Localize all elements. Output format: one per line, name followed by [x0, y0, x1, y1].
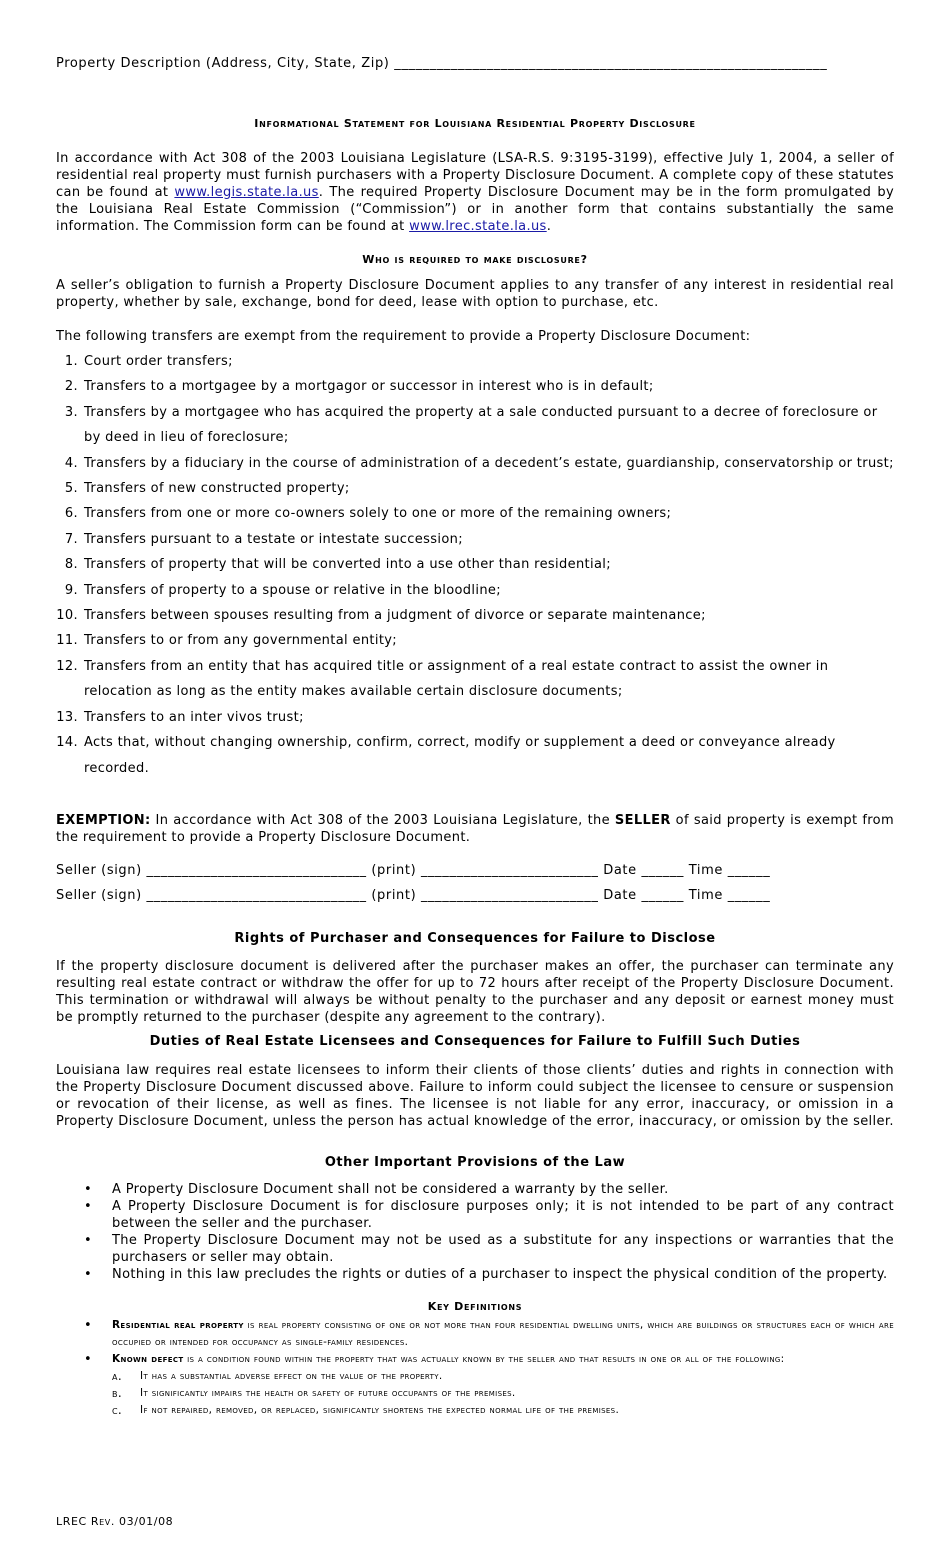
provision-item	[56, 1181, 894, 1198]
exempt-item	[56, 527, 894, 552]
exemption-paragraph	[56, 812, 894, 846]
exempt-item-text: Transfers to a mortgagee by a mortgagor or successor in interest who is in default;	[84, 379, 654, 395]
defect-sub-b	[56, 1385, 894, 1402]
exempt-item	[56, 400, 894, 451]
provision-item	[56, 1232, 894, 1266]
exempt-item	[56, 654, 894, 705]
key-definitions-heading: Key Definitions	[427, 1300, 523, 1313]
exempt-item	[56, 705, 894, 730]
seller-sign-label: Seller (sign)	[56, 888, 142, 903]
exempt-item-text: Transfers between spouses resulting from a judgment of divorce or separate maintenance;	[84, 608, 706, 624]
seller-print-label: (print)	[371, 863, 417, 878]
exempt-item-number: 8.	[64, 557, 78, 573]
sub-text: If not repaired, removed, or replaced, significantly shortens the expected normal life of the premises.	[140, 1404, 620, 1416]
property-description-line	[56, 56, 827, 71]
definition-term: Residential real property	[112, 1319, 244, 1331]
exempt-item-number: 3.	[64, 404, 78, 420]
exempt-item-number: 1.	[64, 354, 78, 369]
time-field[interactable]: ______	[727, 863, 771, 878]
seller-sign-field[interactable]: _______________________________	[146, 863, 367, 878]
exempt-item	[56, 501, 894, 526]
exempt-item-number: 14.	[56, 735, 78, 751]
provision-item	[56, 1266, 894, 1283]
rights-paragraph: If the property disclosure document is delivered after the purchaser makes an offer, the purchaser can terminate any resulting real estate contract or withdraw the offer for up to 72 hours after receipt of the Property Disclosure Document. This termination or withdrawal will always be without penalty to the purchaser and any deposit or earnest money must be promptly returned to the purchaser (despite any agreement to the contrary).	[56, 959, 894, 1025]
defect-sub-a	[56, 1368, 894, 1385]
sub-text: It has a substantial adverse effect on the value of the property.	[140, 1370, 443, 1382]
exempt-item-text: Transfers of property to a spouse or relative in the bloodline;	[84, 582, 501, 598]
exempt-item	[56, 603, 894, 628]
exempt-item-number: 9.	[64, 582, 78, 598]
who-heading: Who is required to make disclosure?	[362, 253, 588, 266]
sub-text: It significantly impairs the health or safety of future occupants of the premises.	[140, 1387, 516, 1399]
time-label: Time	[688, 888, 723, 903]
definitions-list	[56, 1317, 894, 1419]
provisions-heading: Other Important Provisions of the Law	[324, 1155, 626, 1170]
duties-heading: Duties of Real Estate Licensees and Consequences for Failure to Fulfill Such Duties	[149, 1034, 801, 1049]
exempt-item-number: 6.	[64, 506, 78, 522]
exempt-item-number: 11.	[56, 633, 78, 649]
date-field[interactable]: ______	[641, 888, 685, 903]
exemption-text-1: In accordance with Act 308 of the 2003 Louisiana Legislature, the	[150, 813, 615, 828]
bullet-icon: •	[84, 1199, 93, 1214]
exempt-item-text: Transfers to an inter vivos trust;	[84, 709, 304, 725]
page-title: Informational Statement for Louisiana Residential Property Disclosure	[254, 117, 696, 130]
provision-text: Nothing in this law precludes the rights or duties of a purchaser to inspect the physical condition of the property.	[112, 1267, 888, 1282]
defect-sub-c	[56, 1402, 894, 1419]
provision-text: The Property Disclosure Document may not be used as a substitute for any inspections or warranties that the purchasers or seller may obtain.	[112, 1233, 894, 1265]
provisions-list	[56, 1181, 894, 1283]
bullet-icon: •	[84, 1233, 93, 1248]
rights-heading: Rights of Purchaser and Consequences for Failure to Disclose	[234, 931, 716, 946]
duties-paragraph: Louisiana law requires real estate licensees to inform their clients of those clients’ duties and rights in connection with the Property Disclosure Document discussed above. Failure to inform could subject the licensee to censure or suspension or revocation of their license, as well as fines. The licensee is not liable for any error, inaccuracy, or omission in a Property Disclosure Document, unless the person has actual knowledge of the error, inaccuracy, or omission by the seller.	[56, 1063, 894, 1129]
exempt-item-text: Transfers from an entity that has acquired title or assignment of a real estate contract to assist the owner in relocation as long as the entity makes available certain disclosure documents;	[84, 658, 829, 700]
seller-signature-line	[56, 858, 894, 883]
provision-text: A Property Disclosure Document is for disclosure purposes only; it is not intended to be part of any contract between the seller and the purchaser.	[112, 1199, 894, 1231]
exempt-item	[56, 730, 894, 781]
legis-link[interactable]: www.legis.state.la.us	[174, 185, 319, 200]
exempt-item-text: Court order transfers;	[84, 354, 233, 369]
exempt-item-text: Transfers by a mortgagee who has acquired the property at a sale conducted pursuant to a decree of foreclosure or by deed in lieu of foreclosure;	[84, 404, 878, 446]
exempt-item-number: 10.	[56, 608, 78, 624]
exempt-item	[56, 476, 894, 501]
exempt-item-number: 12.	[56, 658, 78, 674]
exempt-item-number: 7.	[64, 531, 78, 547]
definition-known-defect	[56, 1351, 894, 1368]
exempt-intro: The following transfers are exempt from the requirement to provide a Property Disclosure Document:	[56, 329, 751, 344]
bullet-icon: •	[84, 1182, 93, 1197]
bullet-icon: •	[84, 1318, 93, 1333]
exempt-item	[56, 451, 894, 476]
time-field[interactable]: ______	[727, 888, 771, 903]
exemption-seller: SELLER	[614, 813, 671, 828]
signature-block	[56, 858, 894, 908]
exempt-item-number: 2.	[64, 379, 78, 395]
exempt-item-text: Transfers from one or more co-owners solely to one or more of the remaining owners;	[84, 506, 672, 522]
definition-text: is a condition found within the property that was actually known by the seller and that results in one or all of the following:	[183, 1353, 785, 1365]
date-label: Date	[603, 888, 637, 903]
intro-text-2: . The required Property Disclosure Document may be in the form promulgated by the Louisiana Real Estate Commission (“Commission”) or in another form that contains substantially the same information. The Commission form can be found at	[56, 185, 894, 234]
property-description-blank: _____________________________________________________________	[394, 56, 828, 71]
exempt-item	[56, 349, 894, 374]
exemption-text-2: of said property is exempt from the requirement to provide a Property Disclosure Document.	[56, 813, 894, 845]
seller-sign-label: Seller (sign)	[56, 863, 142, 878]
footer-revision: LREC Rev. 03/01/08	[56, 1515, 174, 1528]
bullet-icon: •	[84, 1352, 93, 1367]
seller-print-label: (print)	[371, 888, 417, 903]
exempt-item-number: 13.	[56, 709, 78, 725]
intro-text-3: .	[546, 219, 552, 234]
exempt-item-text: Transfers pursuant to a testate or intestate succession;	[84, 531, 463, 547]
definition-text: is real property consisting of one or not more than four residential dwelling units, which are buildings or structures each of which are occupied or intended for occupancy as single-family residences.	[112, 1319, 894, 1348]
lrec-link[interactable]: www.lrec.state.la.us	[409, 219, 547, 234]
obligation-paragraph: A seller’s obligation to furnish a Property Disclosure Document applies to any transfer of any interest in residential real property, whether by sale, exchange, bond for deed, lease with option to purchase, etc.	[56, 278, 894, 310]
exempt-item	[56, 578, 894, 603]
sub-label: c.	[112, 1403, 123, 1417]
seller-print-field[interactable]: _________________________	[420, 888, 599, 903]
exempt-item-number: 4.	[64, 455, 78, 471]
exempt-item	[56, 628, 894, 653]
exempt-item-text: Acts that, without changing ownership, confirm, correct, modify or supplement a deed or conveyance already recorded.	[84, 735, 836, 776]
date-field[interactable]: ______	[641, 863, 685, 878]
provision-text: A Property Disclosure Document shall not be considered a warranty by the seller.	[112, 1182, 669, 1197]
exempt-list	[56, 349, 894, 781]
exempt-item-text: Transfers by a fiduciary in the course of administration of a decedent’s estate, guardianship, conservatorship or trust;	[84, 455, 894, 471]
exempt-item-text: Transfers of property that will be converted into a use other than residential;	[84, 557, 611, 573]
bullet-icon: •	[84, 1267, 93, 1282]
time-label: Time	[688, 863, 723, 878]
exemption-label: EXEMPTION:	[56, 813, 151, 828]
definition-residential	[56, 1317, 894, 1351]
seller-sign-field[interactable]: _______________________________	[146, 888, 367, 903]
provision-item	[56, 1198, 894, 1232]
seller-signature-line	[56, 883, 894, 908]
exempt-item	[56, 552, 894, 577]
exempt-item-number: 5.	[64, 481, 78, 497]
exempt-item	[56, 374, 894, 399]
exempt-item-text: Transfers to or from any governmental entity;	[84, 633, 398, 649]
intro-paragraph	[56, 150, 894, 235]
intro-text-1: In accordance with Act 308 of the 2003 Louisiana Legislature (LSA-R.S. 9:3195-3199), effective July 1, 2004, a seller of residential real property must furnish purchasers with a Property Disclosure Document. A complete copy of these statutes can be found at	[56, 151, 894, 200]
date-label: Date	[603, 863, 637, 878]
exempt-item-text: Transfers of new constructed property;	[84, 481, 350, 497]
seller-print-field[interactable]: _________________________	[420, 863, 599, 878]
property-description-label: Property Description (Address, City, State, Zip)	[56, 56, 390, 71]
sub-label: b.	[112, 1386, 123, 1400]
sub-label: a.	[112, 1369, 122, 1383]
definition-term: Known defect	[112, 1353, 184, 1365]
